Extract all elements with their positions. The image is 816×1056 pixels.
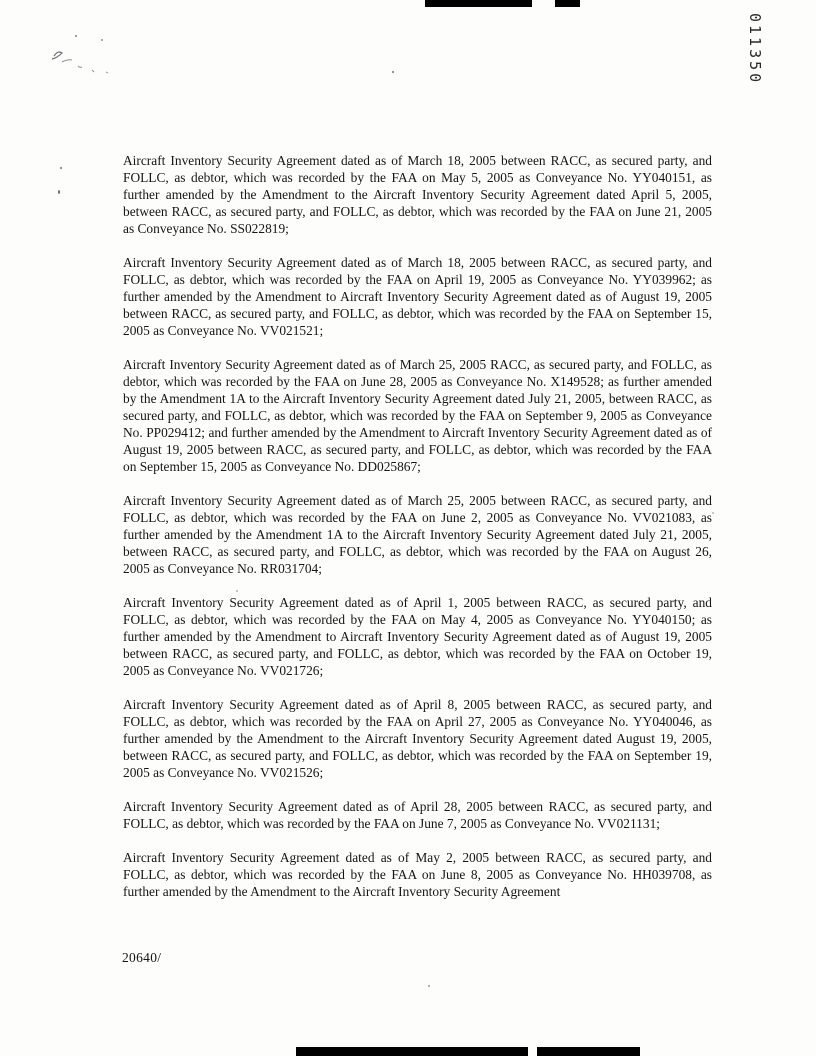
pen-scribble <box>40 22 160 82</box>
paragraph: Aircraft Inventory Security Agreement dated as of March 25, 2005 RACC, as secured party, and FOLLC, as debtor, which was recorded by the FAA on June 28, 2005 as Conveyance No. X149528; as further amended by the Amendment 1A to the Aircraft Inventory Security Agreement dated July 21, 2005, between RACC, as secured party, and FOLLC, as debtor, which was recorded by the FAA on September 9, 2005 as Conveyance No. PP029412; and further amended by the Amendment to Aircraft Inventory Security Agreement dated as of August 19, 2005 between RACC, as secured party, and FOLLC, as debtor, which was recorded by the FAA on September 15, 2005 as Conveyance No. DD025867; <box>123 357 712 474</box>
paragraph: Aircraft Inventory Security Agreement dated as of April 28, 2005 between RACC, as secured party, and FOLLC, as debtor, which was recorded by the FAA on June 7, 2005 as Conveyance No. VV021131; <box>123 799 712 831</box>
paragraph: Aircraft Inventory Security Agreement dated as of April 8, 2005 between RACC, as secured party, and FOLLC, as debtor, which was recorded by the FAA on April 27, 2005 as Conveyance No. YY040046, as further amended by the Amendment to the Aircraft Inventory Security Agreement dated August 19, 2005, between RACC, as secured party, and FOLLC, as debtor, which was recorded by the FAA on September 19, 2005 as Conveyance No. VV021526; <box>123 697 712 780</box>
scan-speck <box>428 985 430 987</box>
paragraph: Aircraft Inventory Security Agreement dated as of March 25, 2005 between RACC, as secured party, and FOLLC, as debtor, which was recorded by the FAA on June 2, 2005 as Conveyance No. VV021083, as further amended by the Amendment 1A to the Aircraft Inventory Security Agreement dated July 21, 2005, between RACC, as secured party, and FOLLC, as debtor, which was recorded by the FAA on August 26, 2005 as Conveyance No. RR031704; <box>123 493 712 576</box>
paragraph: Aircraft Inventory Security Agreement dated as of April 1, 2005 between RACC, as secured party, and FOLLC, as debtor, which was recorded by the FAA on May 4, 2005 as Conveyance No. YY040150; as further amended by the Amendment to Aircraft Inventory Security Agreement dated as of August 19, 2005 between RACC, as secured party, and FOLLC, as debtor, which was recorded by the FAA on October 19, 2005 as Conveyance No. VV021726; <box>123 595 712 678</box>
paragraph: Aircraft Inventory Security Agreement dated as of March 18, 2005 between RACC, as secured party, and FOLLC, as debtor, which was recorded by the FAA on May 5, 2005 as Conveyance No. YY040151, as further amended by the Amendment to the Aircraft Inventory Security Agreement dated April 5, 2005, between RACC, as secured party, and FOLLC, as debtor, which was recorded by the FAA on June 21, 2005 as Conveyance No. SS022819; <box>123 153 712 236</box>
bates-stamp: 011350 <box>746 13 764 86</box>
scan-artifact-bar <box>555 0 580 7</box>
scan-speck <box>60 167 62 169</box>
paragraph: Aircraft Inventory Security Agreement dated as of May 2, 2005 between RACC, as secured party, and FOLLC, as debtor, which was recorded by the FAA on June 8, 2005 as Conveyance No. HH039708, as further amended by the Amendment to the Aircraft Inventory Security Agreement <box>123 850 712 899</box>
scan-artifact-bar <box>425 0 532 7</box>
scan-speck <box>58 190 60 194</box>
paragraph: Aircraft Inventory Security Agreement dated as of March 18, 2005 between RACC, as secured party, and FOLLC, as debtor, which was recorded by the FAA on April 19, 2005 as Conveyance No. YY039962; as further amended by the Amendment to Aircraft Inventory Security Agreement dated as of August 19, 2005 between RACC, as secured party, and FOLLC, as debtor, which was recorded by the FAA on September 15, 2005 as Conveyance No. VV021521; <box>123 255 712 338</box>
scan-artifact-bar <box>537 1047 640 1056</box>
scan-speck <box>712 512 714 514</box>
footer-document-number: 20640/ <box>122 950 162 965</box>
document-body <box>123 152 712 917</box>
scan-artifact-bar <box>296 1047 528 1056</box>
scan-speck <box>392 71 394 73</box>
